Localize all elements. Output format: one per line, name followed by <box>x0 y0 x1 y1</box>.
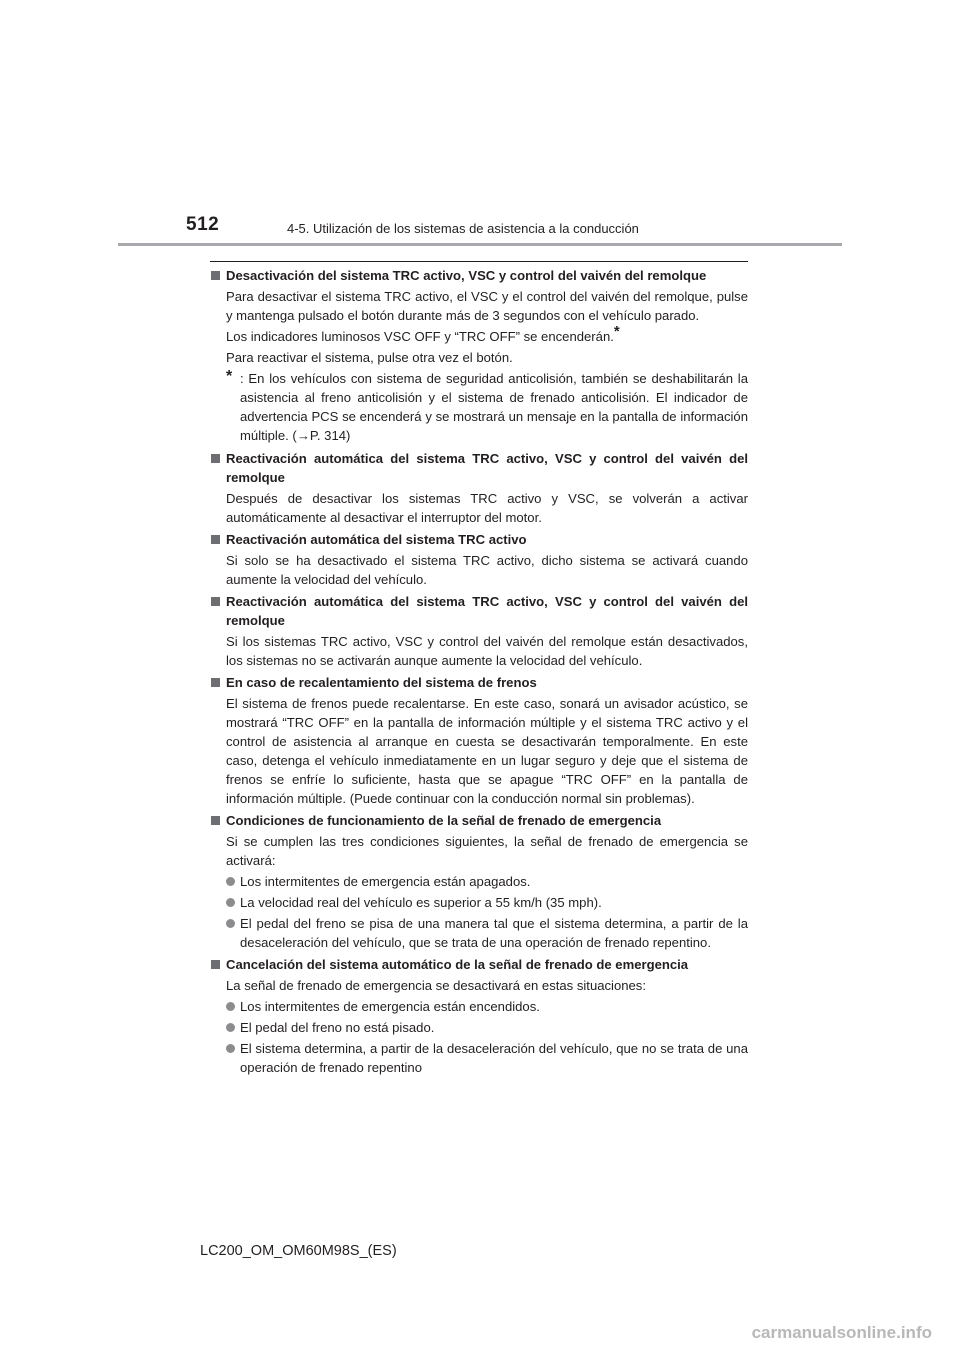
page-number: 512 <box>186 214 220 235</box>
heading-text: Reactivación automática del sistema TRC activo, VSC y control del vaivén del remolque <box>226 451 748 485</box>
section-heading <box>210 449 748 487</box>
section-auto-reactivation-systems <box>210 592 748 670</box>
heading-text: Cancelación del sistema automático de la señal de frenado de emergencia <box>226 957 689 972</box>
paragraph: Para reactivar el sistema, pulse otra vez el botón. <box>226 350 513 365</box>
square-bullet-icon <box>211 454 220 463</box>
document-code: LC200_OM_OM60M98S_(ES) <box>200 1243 397 1259</box>
section-emergency-signal-cancellation <box>210 955 748 1077</box>
paragraph <box>210 323 748 346</box>
circle-bullet-icon <box>226 1002 235 1011</box>
heading-text: Desactivación del sistema TRC activo, VSC y control del vaivén del remolque <box>226 268 707 283</box>
list-item-text: Los intermitentes de emergencia están encendidos. <box>240 999 540 1014</box>
paragraph: Si los sistemas TRC activo, VSC y control del vaivén del remolque están desactivados, los sistemas no se activarán aunque aumente la velocidad del vehículo. <box>226 634 748 668</box>
list-item <box>210 893 748 912</box>
heading-text: Reactivación automática del sistema TRC activo <box>226 532 527 547</box>
section-emergency-signal-conditions <box>210 811 748 952</box>
heading-text: Condiciones de funcionamiento de la señal de frenado de emergencia <box>226 813 662 828</box>
list-item <box>210 1039 748 1077</box>
list-item-text: La velocidad real del vehículo es superior a 55 km/h (35 mph). <box>240 895 602 910</box>
paragraph: El sistema de frenos puede recalentarse. En este caso, sonará un avisador acústico, se mostrará “TRC OFF” en la pantalla de información múltiple y el sistema TRC activo y el control de asistencia al arranque en cuesta se desactivarán temporalmente. En este caso, detenga el vehículo inmediatamente en un lugar seguro y deje que el sistema de frenos se enfríe lo suficiente, hasta que se apague “TRC OFF” en la pantalla de información múltiple. (Puede continuar con la conducción normal sin problemas). <box>226 696 748 806</box>
circle-bullet-icon <box>226 1023 235 1032</box>
square-bullet-icon <box>211 960 220 969</box>
section-heading <box>210 266 748 285</box>
footnote <box>210 369 748 445</box>
section-heading <box>210 592 748 630</box>
section-auto-reactivation-trc <box>210 530 748 589</box>
section-trc-deactivation <box>210 266 748 445</box>
section-heading <box>210 811 748 830</box>
section-heading <box>210 530 748 549</box>
list-item-text: El pedal del freno se pisa de una manera tal que el sistema determina, a partir de la desaceleración del vehículo, que se trata de una operación de frenado repentino. <box>240 916 748 950</box>
square-bullet-icon <box>211 597 220 606</box>
page-content <box>210 266 748 1080</box>
square-bullet-icon <box>211 271 220 280</box>
paragraph: La señal de frenado de emergencia se desactivará en estas situaciones: <box>226 978 646 993</box>
square-bullet-icon <box>211 678 220 687</box>
list-item <box>210 914 748 952</box>
section-auto-reactivation-all <box>210 449 748 527</box>
section-header: 4-5. Utilización de los sistemas de asistencia a la conducción <box>287 221 639 236</box>
section-heading <box>210 955 748 974</box>
paragraph: Si se cumplen las tres condiciones siguientes, la señal de frenado de emergencia se activará: <box>226 834 748 868</box>
circle-bullet-icon <box>226 877 235 886</box>
heading-text: Reactivación automática del sistema TRC activo, VSC y control del vaivén del remolque <box>226 594 748 628</box>
footnote-asterisk: * <box>226 368 233 385</box>
header-rule <box>118 243 842 246</box>
heading-text: En caso de recalentamiento del sistema de frenos <box>226 675 537 690</box>
content-rule <box>210 261 748 262</box>
list-item <box>210 1018 748 1037</box>
circle-bullet-icon <box>226 1044 235 1053</box>
footnote-text: : En los vehículos con sistema de seguridad anticolisión, también se deshabilitarán la asistencia al freno anticolisión y el sistema de frenado anticolisión. El indicador de advertencia PCS se encenderá y se mostrará un mensaje en la pantalla de información múltiple. (→P. 314) <box>240 371 748 443</box>
paragraph-text: Los indicadores luminosos VSC OFF y “TRC OFF” se encenderán. <box>226 329 614 344</box>
paragraph: Para desactivar el sistema TRC activo, el VSC y el control del vaivén del remolque, pulse y mantenga pulsado el botón durante más de 3 segundos con el vehículo parado. <box>226 289 748 323</box>
paragraph: Si solo se ha desactivado el sistema TRC activo, dicho sistema se activará cuando aumente la velocidad del vehículo. <box>226 553 748 587</box>
square-bullet-icon <box>211 816 220 825</box>
list-item <box>210 997 748 1016</box>
list-item-text: Los intermitentes de emergencia están apagados. <box>240 874 531 889</box>
square-bullet-icon <box>211 535 220 544</box>
section-heading <box>210 673 748 692</box>
list-item-text: El pedal del freno no está pisado. <box>240 1020 435 1035</box>
list-item-text: El sistema determina, a partir de la desaceleración del vehículo, que no se trata de una operación de frenado repentino <box>240 1041 748 1075</box>
circle-bullet-icon <box>226 898 235 907</box>
list-item <box>210 872 748 891</box>
circle-bullet-icon <box>226 919 235 928</box>
paragraph: Después de desactivar los sistemas TRC activo y VSC, se volverán a activar automáticamente al desactivar el interruptor del motor. <box>226 491 748 525</box>
asterisk-marker: * <box>613 323 620 340</box>
section-brake-overheating <box>210 673 748 808</box>
watermark-logo: carmanualsonline.info <box>751 1323 932 1342</box>
